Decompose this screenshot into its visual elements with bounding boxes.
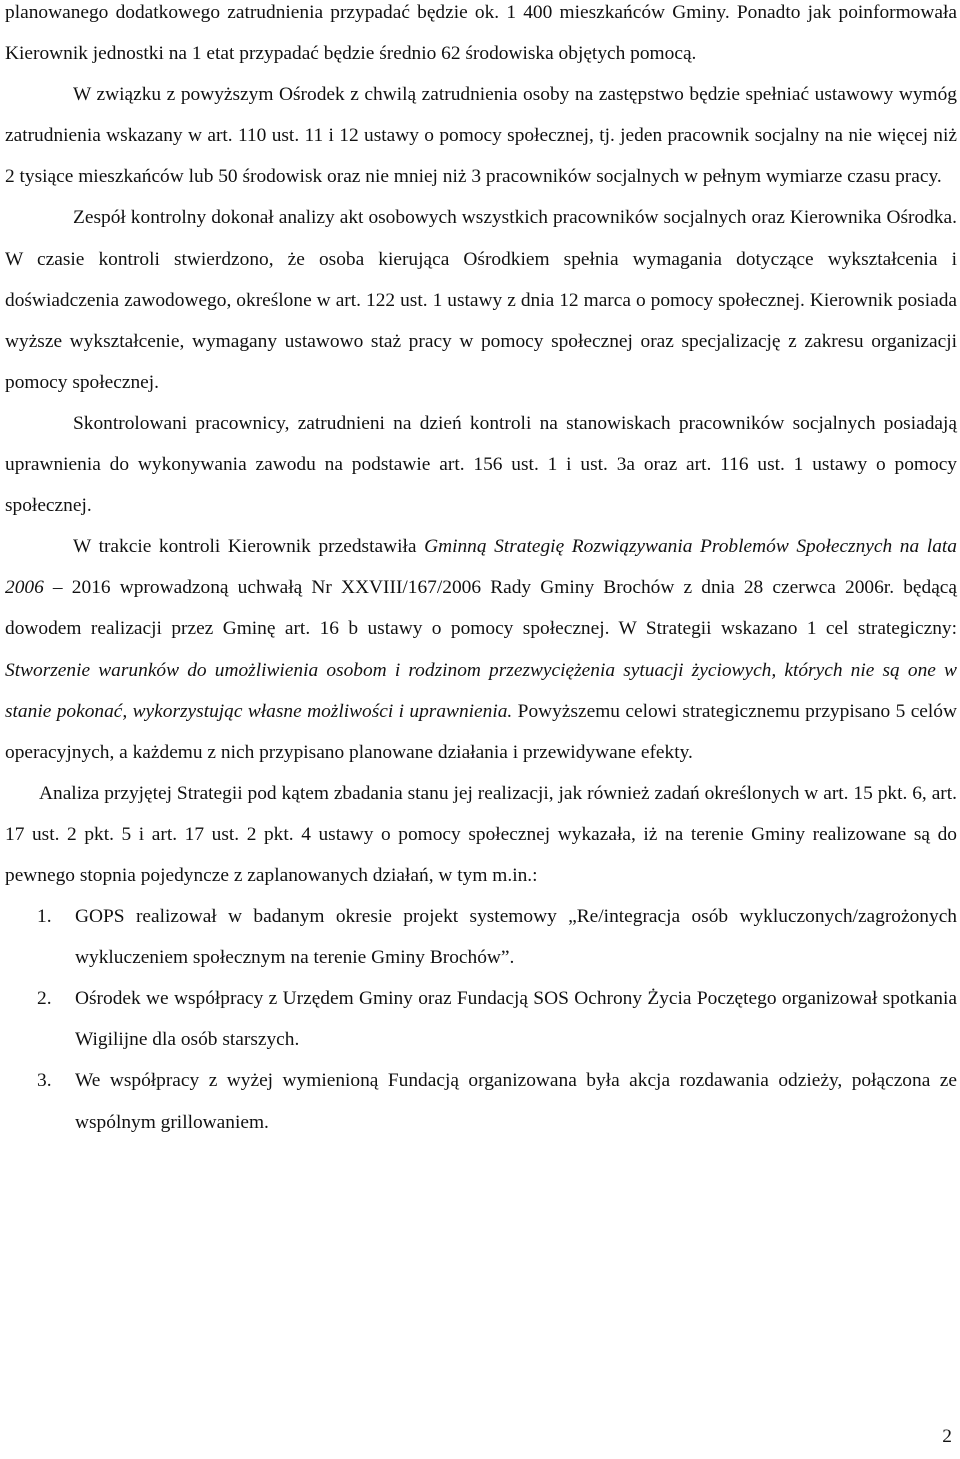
strategy-intro-text: W trakcie kontroli Kierownik przedstawiła	[73, 536, 425, 558]
actions-list	[5, 896, 957, 1143]
list-item	[5, 896, 957, 978]
list-item	[5, 978, 957, 1060]
strategic-goal: Stworzenie warunków do umożliwienia osobom i rodzinom przezwyciężenia sytuacji życiowych, których nie są one w stanie pokonać, wykorzystując własne możliwości i uprawnienia.	[5, 659, 957, 722]
paragraph-strategy	[5, 526, 957, 773]
operational-goals-text: Powyższemu celowi strategicznemu przypisano 5 celów operacyjnych, a każdemu z nich przypisano planowane działania i przewidywane efekty.	[5, 700, 957, 763]
paragraph-social-workers: Skontrolowani pracownicy, zatrudnieni na dzień kontroli na stanowiskach pracowników socjalnych posiadają uprawnienia do wykonywania zawodu na podstawie art. 156 ust. 1 i ust. 3a oraz art. 116 ust. 1 ustawy o pomocy społecznej.	[5, 412, 957, 517]
paragraph-personnel-audit: Zespół kontrolny dokonał analizy akt osobowych wszystkich pracowników socjalnych oraz Kierownika Ośrodka. W czasie kontroli stwierdzono, że osoba kierująca Ośrodkiem spełnia wymagania dotyczące wykształcenia i doświadczenia zawodowego, określone w art. 122 ust. 1 ustawy z dnia 12 marca o pomocy społecznej. Kierownik posiada wyższe wykształcenie, wymagany ustawowo staż pracy w pomocy społecznej oraz specjalizację z zakresu organizacji pomocy społecznej.	[5, 207, 957, 393]
document-page	[5, 0, 957, 1143]
list-item-text: GOPS realizował w badanym okresie projekt systemowy „Re/integracja osób wykluczonych/zagrożonych wykluczeniem społecznym na terenie Gminy Brochów”.	[75, 906, 957, 969]
list-item-text: We współpracy z wyżej wymienioną Fundacją organizowana była akcja rozdawania odzieży, połączona ze wspólnym grillowaniem.	[75, 1070, 957, 1133]
list-item	[5, 1060, 957, 1142]
list-item-number: 2.	[37, 988, 52, 1010]
strategy-resolution-text: 2016 wprowadzoną uchwałą Nr XXVIII/167/2006 Rady Gminy Brochów z dnia 28 czerwca 2006r. będącą dowodem realizacji przez Gminę art. 16 b ustawy o pomocy społecznej. W Strategii wskazano 1 cel strategiczny:	[5, 577, 958, 640]
strategy-title: Gminną Strategię Rozwiązywania Problemów Społecznych na lata 2006 –	[5, 536, 957, 599]
list-item-number: 3.	[37, 1070, 52, 1092]
page-number: 2	[942, 1426, 952, 1447]
paragraph-employment-requirement: W związku z powyższym Ośrodek z chwilą zatrudnienia osoby na zastępstwo będzie spełniać ustawowy wymóg zatrudnienia wskazany w art. 110 ust. 11 i 12 ustawy o pomocy społecznej, tj. jeden pracownik socjalny na nie więcej niż 2 tysiące mieszkańców lub 50 środowisk oraz nie mniej niż 3 pracowników socjalnych w pełnym wymiarze czasu pracy.	[5, 84, 957, 188]
list-item-text: Ośrodek we współpracy z Urzędem Gminy oraz Fundacją SOS Ochrony Życia Poczętego organizował spotkania Wigilijne dla osób starszych.	[75, 988, 957, 1051]
list-item-number: 1.	[37, 906, 52, 928]
paragraph-intro: planowanego dodatkowego zatrudnienia przypadać będzie ok. 1 400 mieszkańców Gminy. Ponadto jak poinformowała Kierownik jednostki na 1 etat przypadać będzie średnio 62 środowiska objętych pomocą.	[5, 2, 957, 65]
paragraph-analysis: Analiza przyjętej Strategii pod kątem zbadania stanu jej realizacji, jak również zadań określonych w art. 15 pkt. 6, art. 17 ust. 2 pkt. 5 i art. 17 ust. 2 pkt. 4 ustawy o pomocy społecznej wykazała, iż na terenie Gminy realizowane są do pewnego stopnia pojedyncze z zaplanowanych działań, w tym m.in.:	[5, 782, 957, 886]
